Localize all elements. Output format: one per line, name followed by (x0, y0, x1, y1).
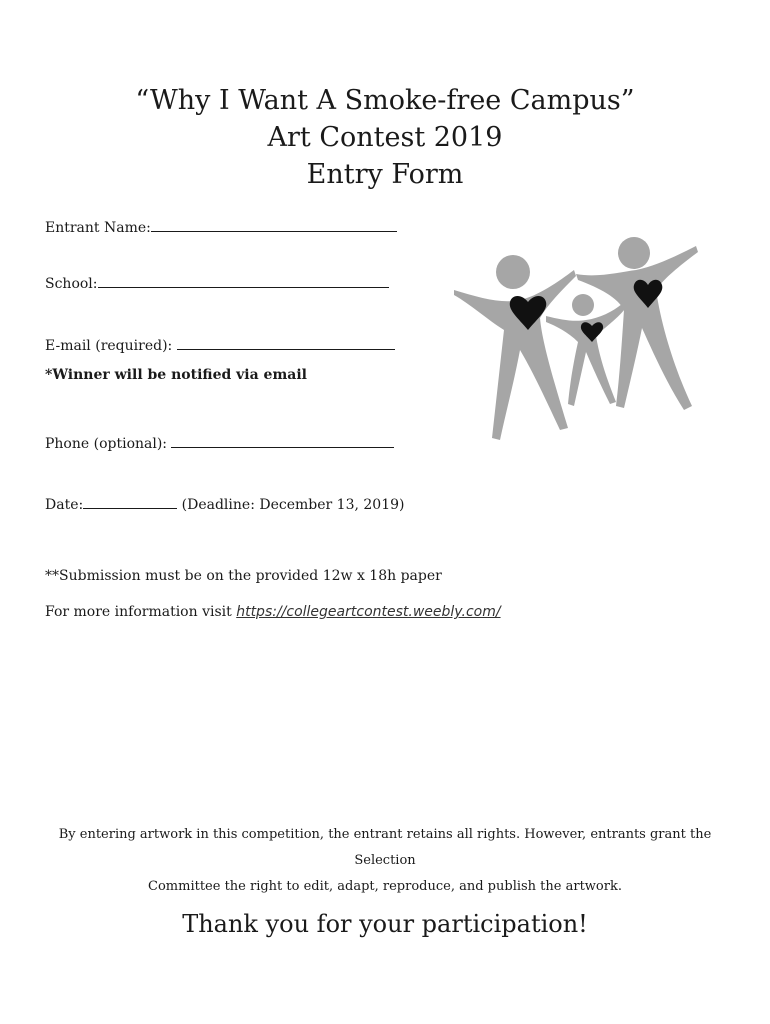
right-figure-head (618, 237, 650, 269)
disclaimer-line-1: By entering artwork in this competition, the entrant retains all rights. However, entrants grant the Selection (58, 827, 712, 868)
disclaimer-line-2: Committee the right to edit, adapt, reproduce, and publish the artwork. (148, 879, 622, 894)
rights-disclaimer (40, 822, 730, 900)
child-figure-head (572, 294, 594, 316)
email-input[interactable] (177, 335, 395, 350)
deadline-note: (Deadline: December 13, 2019) (177, 497, 405, 513)
child-figure-body (546, 304, 625, 406)
more-info-prefix: For more information visit (45, 604, 237, 620)
date-field (45, 494, 404, 514)
form-title (0, 82, 770, 193)
title-line-1: “Why I Want A Smoke-free Campus” (135, 85, 635, 116)
figures-group (454, 237, 698, 440)
left-figure-body (454, 270, 576, 440)
title-line-3: Entry Form (306, 159, 464, 190)
date-label: Date: (45, 497, 84, 513)
left-figure-head (496, 255, 530, 289)
school-input[interactable] (98, 273, 389, 288)
school-field (45, 273, 389, 293)
entrant-name-label: Entrant Name: (45, 220, 151, 236)
thank-you-message: Thank you for your participation! (182, 910, 588, 938)
phone-field (45, 433, 394, 453)
website-link[interactable]: https://collegeartcontest.weebly.com/ (236, 604, 501, 620)
family-hearts-icon (450, 232, 700, 444)
winner-note: *Winner will be notified via email (45, 367, 307, 383)
email-field (45, 335, 395, 355)
date-input[interactable] (83, 494, 177, 509)
title-line-2: Art Contest 2019 (267, 122, 503, 153)
email-label: E-mail (required): (45, 338, 177, 354)
entrant-name-field (45, 217, 397, 237)
submission-note: **Submission must be on the provided 12w x 18h paper (45, 568, 442, 584)
more-info-line (45, 604, 501, 620)
entrant-name-input[interactable] (151, 217, 397, 232)
school-label: School: (45, 276, 98, 292)
phone-input[interactable] (171, 433, 394, 448)
phone-label: Phone (optional): (45, 436, 172, 452)
